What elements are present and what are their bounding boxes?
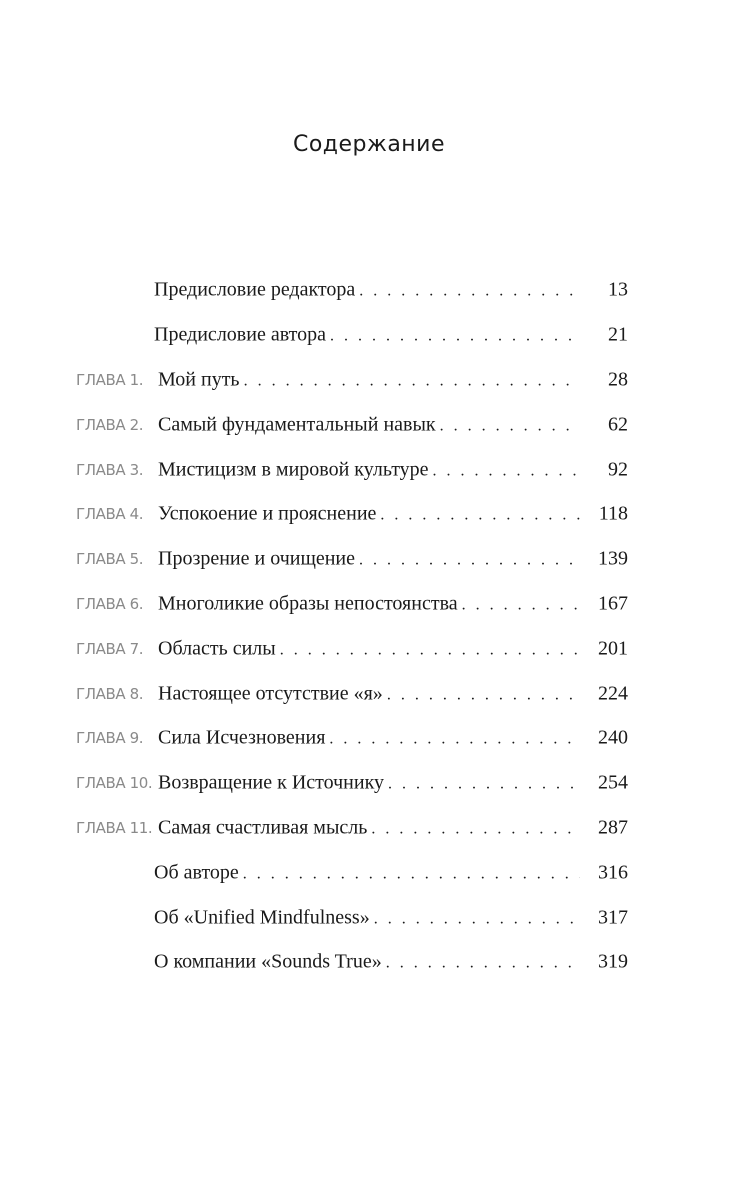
dot-leader — [330, 328, 580, 346]
dot-leader — [243, 865, 580, 883]
toc-entry[interactable] — [76, 402, 628, 447]
toc-entry-title: Предисловие редактора — [154, 278, 356, 301]
toc-entry[interactable] — [76, 492, 628, 537]
dot-leader — [380, 507, 580, 525]
toc-entry-body — [158, 637, 628, 660]
toc-entry-title: Предисловие автора — [154, 323, 326, 346]
toc-entry-body — [158, 413, 628, 436]
chapter-label: ГЛАВА 8. — [76, 684, 144, 703]
toc-entry-title: О компании «Sounds True» — [154, 950, 382, 973]
toc-entry[interactable] — [76, 895, 628, 940]
dot-leader — [374, 910, 580, 928]
dot-leader — [371, 820, 580, 838]
toc-page-number: 316 — [598, 861, 628, 884]
dot-leader — [387, 686, 580, 704]
toc-page-number: 92 — [608, 458, 628, 481]
toc-entry-title: Самый фундаментальный навык — [158, 413, 436, 436]
toc-entry-title: Сила Исчезновения — [158, 726, 326, 749]
toc-page-number: 13 — [608, 278, 628, 301]
toc-entry-title: Мистицизм в мировой культуре — [158, 458, 429, 481]
chapter-label: ГЛАВА 4. — [76, 505, 144, 524]
toc-entry-title: Успокоение и прояснение — [158, 502, 377, 525]
toc-entry-body — [154, 861, 628, 884]
toc-entry-body — [158, 816, 628, 839]
toc-entry-body — [158, 682, 628, 705]
toc-entry[interactable] — [76, 716, 628, 761]
toc-page-number: 240 — [598, 726, 628, 749]
toc-entry-body — [154, 906, 628, 929]
toc-page-number: 28 — [608, 368, 628, 391]
toc-entry[interactable] — [76, 447, 628, 492]
toc-entry-body — [158, 772, 628, 795]
toc-page-number: 224 — [598, 682, 628, 705]
chapter-label: ГЛАВА 9. — [76, 729, 144, 748]
toc-entry[interactable] — [76, 806, 628, 851]
toc-page-number: 139 — [598, 547, 628, 570]
toc-entry-title: Об авторе — [154, 861, 239, 884]
dot-leader — [280, 641, 580, 659]
toc-entry-title: Многоликие образы непостоянства — [158, 592, 458, 615]
table-of-contents — [76, 268, 628, 985]
toc-entry-title: Область силы — [158, 637, 276, 660]
toc-page-number: 167 — [598, 592, 628, 615]
toc-entry-title: Самая счастливая мысль — [158, 816, 368, 839]
toc-entry-body — [158, 458, 628, 481]
chapter-label: ГЛАВА 2. — [76, 415, 144, 434]
toc-entry-body — [154, 951, 628, 974]
toc-entry-title: Об «Unified Mindfulness» — [154, 906, 370, 929]
chapter-label: ГЛАВА 1. — [76, 370, 144, 389]
toc-entry[interactable] — [76, 850, 628, 895]
toc-entry-body — [158, 503, 628, 526]
toc-entry-body — [154, 279, 628, 302]
dot-leader — [462, 596, 580, 614]
dot-leader — [329, 731, 580, 749]
toc-page-number: 21 — [608, 323, 628, 346]
toc-entry[interactable] — [76, 358, 628, 403]
toc-entry-title: Прозрение и очищение — [158, 547, 356, 570]
dot-leader — [244, 372, 580, 390]
toc-entry[interactable] — [76, 313, 628, 358]
toc-entry[interactable] — [76, 761, 628, 806]
toc-entry-title: Настоящее отсутствие «я» — [158, 682, 383, 705]
toc-entry-title: Мой путь — [158, 368, 240, 391]
toc-entry-body — [158, 368, 628, 391]
toc-entry-body — [158, 548, 628, 571]
chapter-label: ГЛАВА 11. — [76, 818, 153, 837]
dot-leader — [440, 417, 580, 435]
page-title: Содержание — [292, 132, 446, 157]
chapter-label: ГЛАВА 7. — [76, 639, 144, 658]
toc-entry[interactable] — [76, 582, 628, 627]
toc-page-number: 62 — [608, 413, 628, 436]
toc-entry[interactable] — [76, 537, 628, 582]
dot-leader — [433, 462, 580, 480]
toc-entry-body — [158, 727, 628, 750]
dot-leader — [359, 283, 580, 301]
toc-entry-title: Возвращение к Источнику — [158, 771, 385, 794]
chapter-label: ГЛАВА 6. — [76, 594, 144, 613]
toc-page-number: 118 — [598, 502, 628, 525]
dot-leader — [388, 776, 580, 794]
toc-entry[interactable] — [76, 268, 628, 313]
toc-page-number: 201 — [598, 637, 628, 660]
toc-entry[interactable] — [76, 940, 628, 985]
toc-page-number: 287 — [598, 816, 628, 839]
toc-page-number: 254 — [598, 771, 628, 794]
toc-entry[interactable] — [76, 671, 628, 716]
chapter-label: ГЛАВА 10. — [76, 774, 153, 793]
dot-leader — [386, 955, 580, 973]
toc-entry-body — [154, 324, 628, 347]
toc-entry-body — [158, 592, 628, 615]
toc-page-number: 319 — [598, 950, 628, 973]
dot-leader — [359, 552, 580, 570]
toc-page-number: 317 — [598, 906, 628, 929]
toc-entry[interactable] — [76, 626, 628, 671]
chapter-label: ГЛАВА 3. — [76, 460, 144, 479]
chapter-label: ГЛАВА 5. — [76, 550, 144, 569]
